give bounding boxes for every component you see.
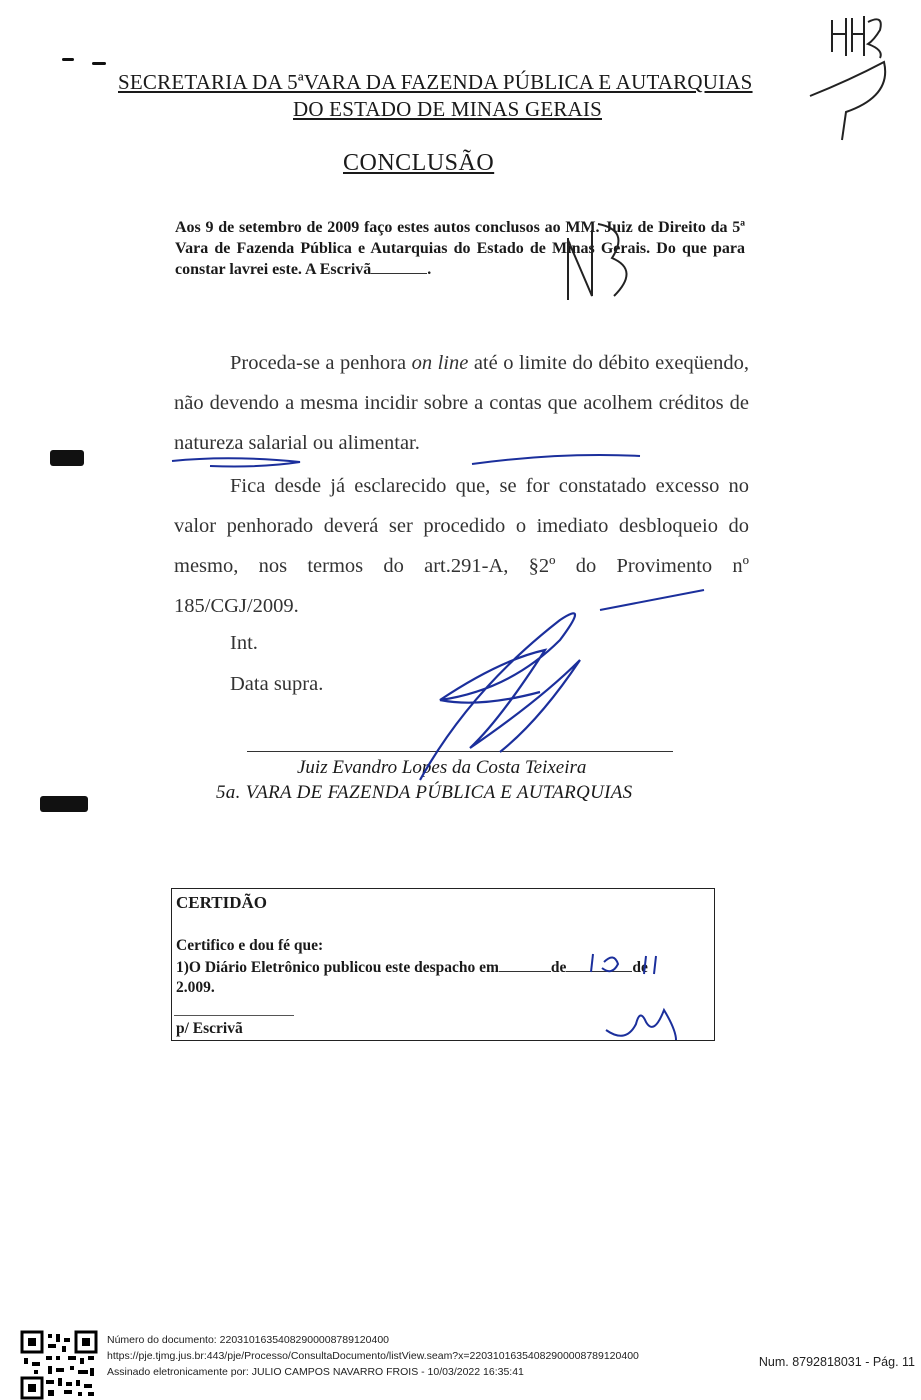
redaction-mark [50, 450, 84, 466]
escriva-blank [371, 273, 427, 274]
p1-start: Proceda-se a penhora [230, 352, 412, 374]
order-paragraph-1 [174, 343, 749, 463]
document-footer [107, 1332, 639, 1380]
certidao-line-1: Certifico e dou fé que: [176, 937, 324, 954]
footer-url[interactable]: https://pje.tjmg.jus.br:443/pje/Processo/ConsultaDocumento/listView.seam?x=22031016354082900008789120400 [107, 1350, 639, 1362]
header-line-2: DO ESTADO DE MINAS GERAIS [293, 97, 602, 121]
certidao-line-3: 2.009. [176, 979, 215, 996]
header-line-1: SECRETARIA DA 5ªVARA DA FAZENDA PÚBLICA E AUTARQUIAS [118, 70, 753, 94]
certidao-box [171, 888, 715, 1041]
month-blank [566, 971, 632, 972]
certidao-title: CERTIDÃO [176, 893, 268, 912]
day-blank [499, 971, 551, 972]
footer-signed-by: Assinado eletronicamente por: JULIO CAMPOS NAVARRO FROIS - 10/03/2022 16:35:41 [107, 1366, 524, 1378]
intro-text: Aos 9 de setembro de 2009 faço estes autos conclusos ao MM. Juiz de Direito da 5ª Vara de Fazenda Pública e Autarquias do Estado de Minas Gerais. Do que para constar lavrei este. A Escrivã [175, 219, 745, 278]
court-name: 5a. VARA DE FAZENDA PÚBLICA E AUTARQUIAS [216, 782, 633, 803]
document-title: CONCLUSÃO [343, 150, 495, 176]
order-paragraph-2: Fica desde já esclarecido que, se for constatado excesso no valor penhorado deverá ser procedido o imediato desbloqueio do mesmo, nos termos do art.291-A, §2º do Provimento nº 185/CGJ/2009. [174, 475, 749, 617]
certidao-line-2-text: 1)O Diário Eletrônico publicou este despacho em [176, 959, 499, 976]
int-text: Int. [230, 632, 258, 654]
footer-doc-number: Número do documento: 22031016354082900008789120400 [107, 1334, 389, 1346]
data-supra-text: Data supra. [230, 673, 324, 695]
redaction-mark [40, 796, 88, 812]
scan-mark [62, 58, 74, 61]
footer-page-number: Num. 8792818031 - Pág. 11 [758, 1355, 915, 1369]
p1-online: on line [411, 352, 469, 374]
qr-code-icon [20, 1330, 98, 1400]
certidao-de-2: de [632, 959, 648, 976]
judge-signature [420, 613, 580, 780]
conclusion-intro: Aos 9 de setembro de 2009 faço estes autos conclusos ao MM. Juiz de Direito da 5ª Vara de Fazenda Pública e Autarquias do Estado de Minas Gerais. Do que para constar lavrei este. A Escrivã . [175, 219, 745, 278]
certidao-sign-label: p/ Escrivã [176, 1020, 243, 1037]
certidao-de-1: de [550, 959, 567, 976]
certidao-signature-line [174, 1015, 294, 1016]
p1-end: até o limite do débito exeqüendo, não devendo a mesma incidir sobre a contas que acolhem créditos de natureza salarial ou alimentar. [174, 352, 749, 454]
signature-line [247, 751, 673, 752]
judge-name: Juiz Evandro Lopes da Costa Teixeira [297, 757, 587, 778]
scan-mark [92, 62, 106, 65]
certidao-line-2 [176, 959, 712, 977]
